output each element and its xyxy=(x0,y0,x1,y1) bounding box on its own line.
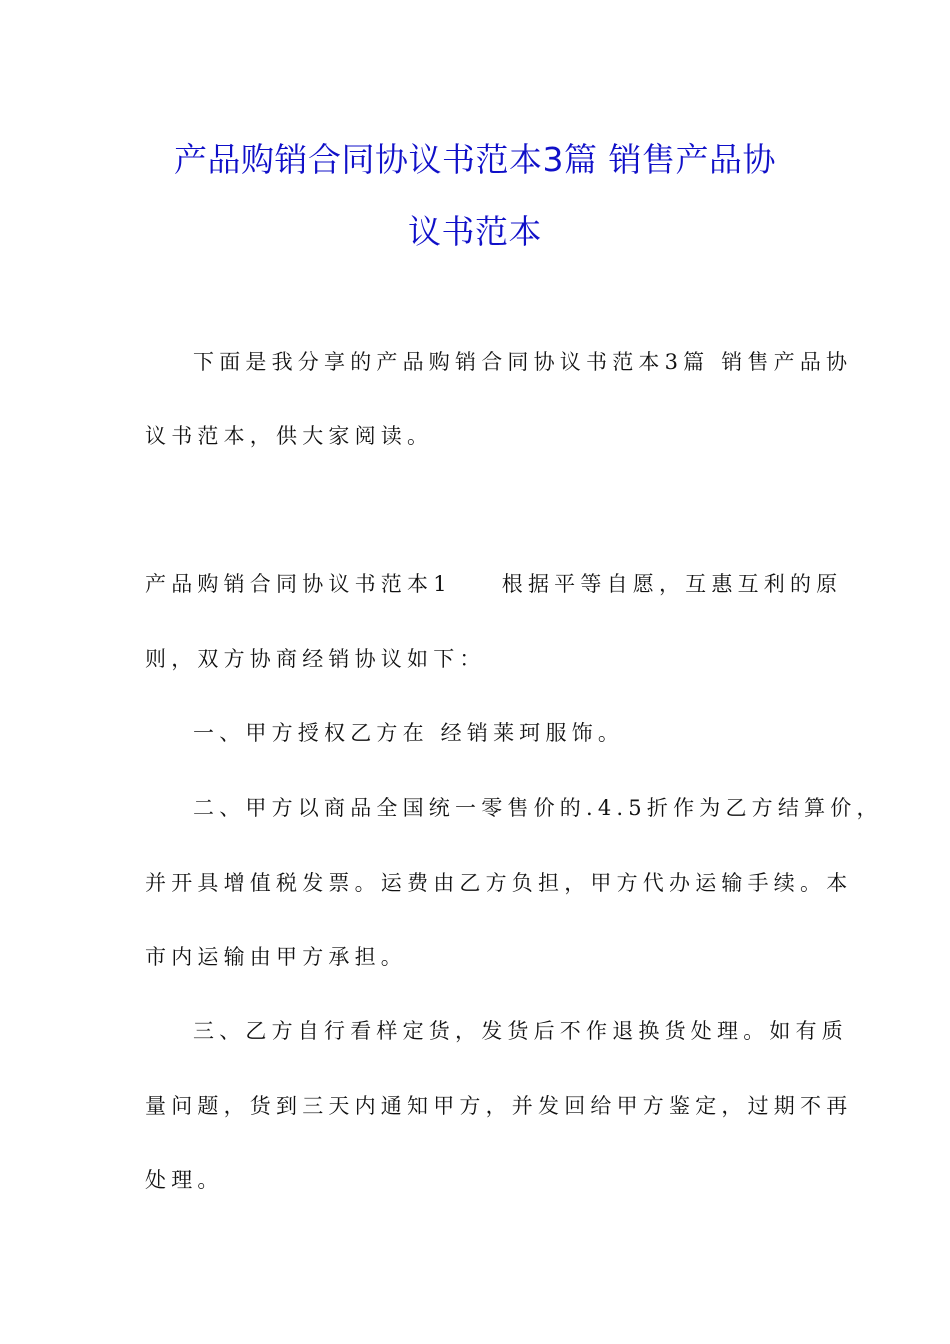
section-1-heading: 产品购销合同协议书范本1 xyxy=(145,572,452,596)
section-1-line-2: 则，双方协商经销协议如下： xyxy=(145,647,486,671)
clause-2-line-1: 二、甲方以商品全国统一零售价的.4.5折作为乙方结算价， xyxy=(193,796,883,820)
document-title-line-2: 议书范本 xyxy=(408,212,542,251)
clause-3-line-3: 处理。 xyxy=(145,1168,224,1192)
intro-line-2: 议书范本，供大家阅读。 xyxy=(145,424,434,448)
clause-2-line-2: 并开具增值税发票。运费由乙方负担，甲方代办运输手续。本 xyxy=(145,871,853,895)
document-title-line-1: 产品购销合同协议书范本3篇 销售产品协 xyxy=(174,140,776,179)
intro-line-1: 下面是我分享的产品购销合同协议书范本3篇 销售产品协 xyxy=(193,350,853,374)
clause-2-line-3: 市内运输由甲方承担。 xyxy=(145,945,407,969)
section-1-first-line xyxy=(145,570,842,598)
clause-3-line-1: 三、乙方自行看样定货，发货后不作退换货处理。如有质 xyxy=(193,1019,848,1043)
section-1-line-1-text: 根据平等自愿，互惠互利的原 xyxy=(501,572,843,596)
clause-1: 一、甲方授权乙方在 经销莱珂服饰。 xyxy=(193,721,625,745)
clause-3-line-2: 量问题，货到三天内通知甲方，并发回给甲方鉴定，过期不再 xyxy=(145,1094,853,1118)
